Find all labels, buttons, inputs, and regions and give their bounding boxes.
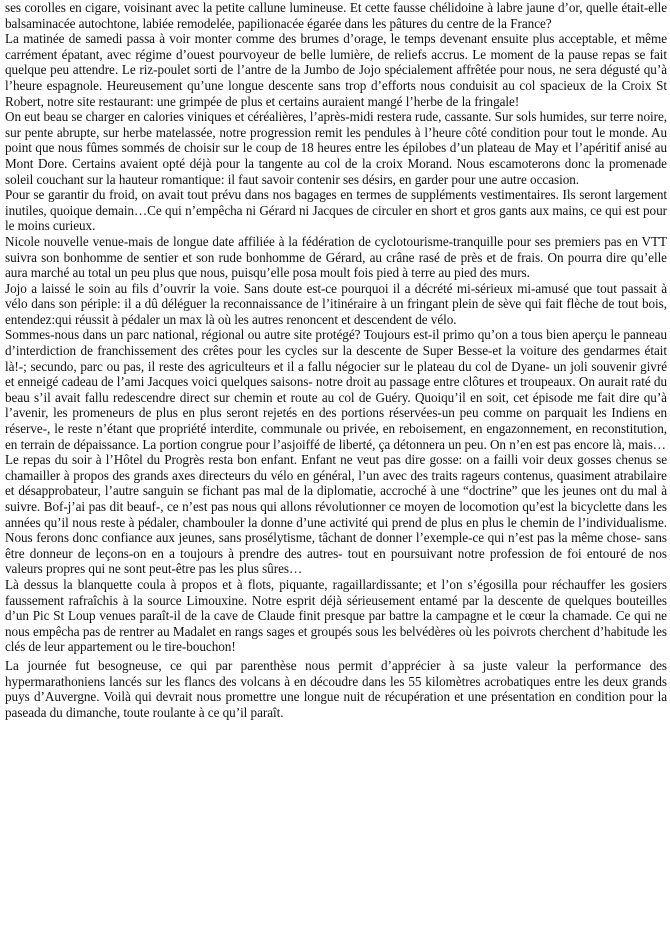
paragraph-apres-midi: On eut beau se charger en calories viniques et céréalières, l’après-midi restera rude, cassante. Sur sols humides, sur terre noire, sur pente abrupte, sur herbe matelassée, notre progression remit les pendules à l’heure côté condition pour tout le monde. Au point que nous fûmes sommés de choisir sur le coup de 18 heures entre les épilobes d’un plateau de May et l’apéritif anisé au Mont Dore. Certains avaient opté déjà pour la tangente au col de la croix Morand. Nous escamoterons donc la promenade soleil couchant sur la hauteur romantique: il faut savoir contenir ses désirs, en garder pour une autre occasion. (5, 109, 667, 187)
paragraph-blanquette: Là dessus la blanquette coula à propos et à flots, piquante, ragaillardissante; et l’on s’égosilla pour réchauffer les gosiers faussement rafraîchis à la source Limouxine. Notre esprit déjà sérieusement entamé par la descente de quelques bouteilles d’un Pic St Loup venues paraît-il de la cave de Claude finit presque par battre la campagne et le cœur la chamade. Ce qui ne nous empêcha pas de rentrer au Madalet en rangs sages et groupés sous les belvédères où les poivrots cherchent d’habitude les clés de leur appartement ou le tire-bouchon! (5, 576, 667, 655)
paragraph-matinee-samedi: La matinée de samedi passa à voir monter comme des brumes d’orage, le temps devenant ensuite plus acceptable, et même carrément épatant, avec régime d’ouest pourvoyeur de belle lumière, de reliefs accrus. Le moment de la pause repas se fait quelque peu attendre. Le riz-poulet sorti de l’antre de la Jumbo de Jojo spécialement affrêtée pour nous, ne sera dégusté qu’à l’heure espagnole. Heureusement qu’une longue descente sans trop d’efforts nous conduisit au col spacieux de la Croix St Robert, notre site restaurant: une grimpée de plus et certains auraient mangé l’herbe de la fringale! (5, 31, 667, 109)
paragraph-froid: Pour se garantir du froid, on avait tout prévu dans nos bagages en termes de suppléments vestimentaires. Ils seront largement inutiles, quoique demain…Ce qui n’empêcha ni Gérard ni Jacques de circuler en short et gros gants aux mains, ce qui est pour le moins curieux. (5, 187, 667, 234)
paragraph-jojo: Jojo a laissé le soin au fils d’ouvrir la voie. Sans doute est-ce pourquoi il a décrété mi-sérieux mi-amusé que tout passait à vélo dans son périple: il a dû déléguer la reconnaissance de l’itinéraire à un fringant plein de sève qui fait flèche de tout bois, entendez:qui réussit à pédaler un max là où les autres renoncent et descendent de vélo. (5, 280, 667, 327)
paragraph-repas-soir: Le repas du soir à l’Hôtel du Progrès resta bon enfant. Enfant ne veut pas dire gosse: on a failli voir deux gosses chenus se chamailler à propos des grands axes directeurs du vélo en général, l’un avec des traits rageurs contenus, quasiment atrabilaire et désapprobateur, l’autre sanguin se fichant pas mal de la diplomatie, accroché à une “doctrine” que les jeunes ont du mal à suivre. Bof-j’ai pas dit beauf-, ce n’est pas nous qui allons révolutionner ce moyen de locomotion qu’est la bicyclette dans les années qu’il nous reste à pédaler, chambouler la donne d’une activité qui prend de plus en plus le chemin de l’individualisme. Nous ferons donc confiance aux jeunes, sans prosélytisme, tâchant de donner l’exemple-ce qui n’est pas la même chose- sans être donneur de leçons-on en a toujours à prendre des autres- tout en poursuivant notre profession de foi entouré de nos valeurs propres qui ne sont peut-être pas les plus sûres… (5, 452, 667, 577)
paragraph-journee: La journée fut besogneuse, ce qui par parenthèse nous permit d’apprécier à sa juste valeur la performance des hypermarathoniens lancés sur les flancs des volcans à en découdre dans les 55 kilomètres acrobatiques entre les deux grands puys d’Auvergne. Voilà qui devrait nous promettre une longue nuit de récupération et une présentation en condition pour la paseada du dimanche, toute roulante à ce qu’il paraît. (5, 657, 667, 720)
paragraph-parc-national: Sommes-nous dans un parc national, régional ou autre site protégé? Toujours est-il primo qu’on a tous bien aperçu le panneau d’interdiction de franchissement des crêtes pour les cycles sur la descente de Super Besse-et la voiture des gendarmes était là!-; secundo, parc ou pas, il reste des agriculteurs et il a fallu négocier sur le plateau du col de Dyane- un joli souvenir givré et enneigé cadeau de l’ami Jacques voici quelques saisons- notre droit au passage entre clôtures et troupeaux. On aurait raté du beau s’il avait fallu redescendre direct sur chemin et route au col de Guéry. Quoiqu’il en soit, cet épisode me fait dire qu’à l’avenir, les promeneurs de plus en plus seront rejetés en des portions réservées-un peu comme on parquait les Indiens en réserve-, le reste n’étant que propriété interdite, communale ou privée, en reboisement, en engazonnement, en reconstitution, en terrain de dépaissance. La portion congrue pour l’asjoiffé de liberté, ça détonnera un peu. On n’en est pas encore là, mais… (5, 327, 667, 452)
paragraph-nicole: Nicole nouvelle venue-mais de longue date affiliée à la fédération de cyclotourisme-tranquille pour ses premiers pas en VTT suivra son bonhomme de sentier et son rude bonhomme de Gérard, au crâne rasé de près et de frais. On pourra dire qu’elle aura marché au total un peu plus que nous, puisqu’elle posa moult fois pied à terre au pied des murs. (5, 233, 667, 281)
paragraph-corolles: ses corolles en cigare, voisinant avec la petite callune lumineuse. Et cette fausse chélidoine à labre jaune d’or, quelle était-elle balsaminacée autochtone, labiée remodelée, papilionacée égarée dans les pâtures du centre de la France? (5, 0, 667, 31)
